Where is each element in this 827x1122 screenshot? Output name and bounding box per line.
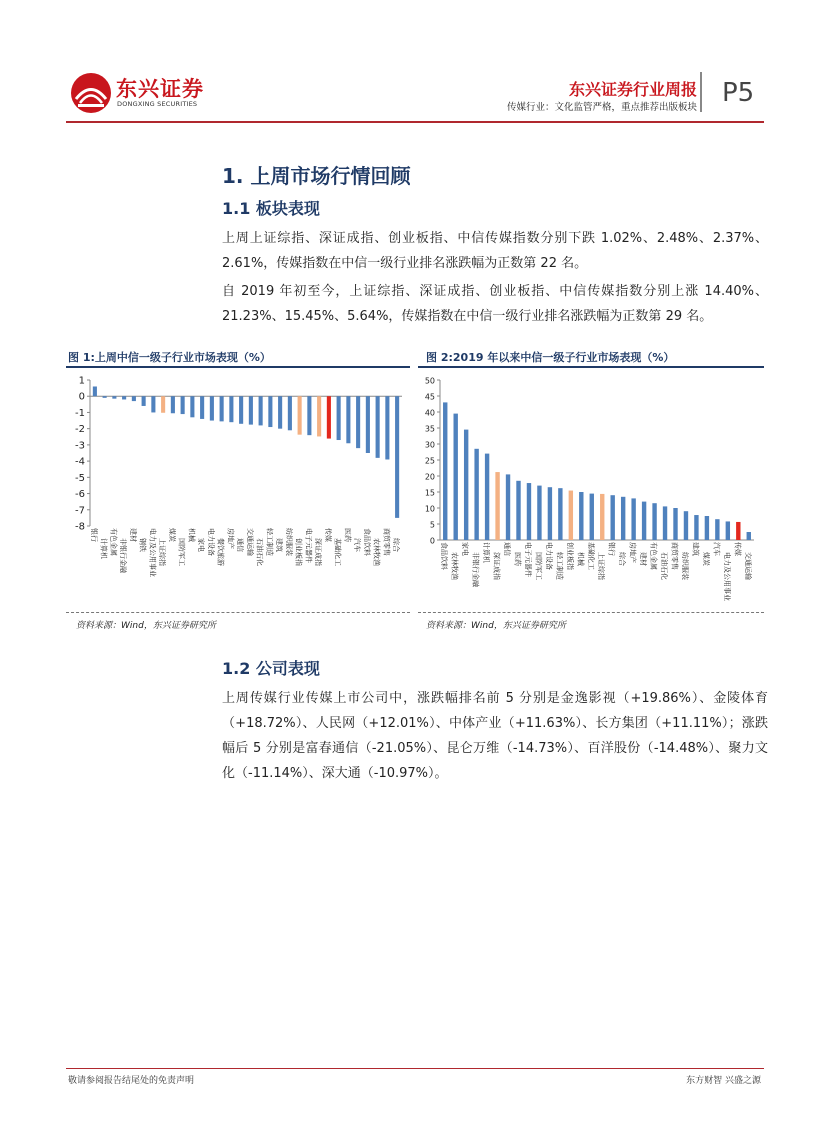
chart2-bar bbox=[443, 402, 447, 540]
chart1-category-label: 商贸零售 bbox=[382, 528, 391, 556]
footer-disclaimer: 敬请参阅报告结尾处的免责声明 bbox=[68, 1076, 195, 1086]
chart2-category-label: 银行 bbox=[607, 542, 616, 556]
chart1-bar bbox=[142, 396, 146, 406]
chart1-bar bbox=[112, 396, 116, 398]
chart1-bar bbox=[190, 396, 194, 417]
footer-rule bbox=[66, 1068, 764, 1069]
chart1-y-tick-label: 1 bbox=[78, 375, 85, 387]
chart1-y-tick-label: -7 bbox=[75, 505, 85, 517]
chart2-category-label: 计算机 bbox=[482, 542, 491, 563]
chart1-bar bbox=[337, 396, 341, 440]
chart1-bar bbox=[200, 396, 204, 419]
paragraph-company: 上周传媒行业传媒上市公司中，涨跌幅排名前 5 分别是金逸影视（+19.86%）、金陵体育（+18.72%）、人民网（+12.01%）、中体产业（+11.63%）、长方集团（+11.11%）；涨跌幅后 5 分别是富春通信（-21.05%）、昆仑万维（-14.73%）、百洋股份（-14.48%）、聚力文化（-11.14%）、深大通（-10.97%）。 bbox=[222, 691, 768, 781]
chart1-category-label: 深证成指 bbox=[314, 538, 323, 566]
chart1-category-label: 建筑 bbox=[275, 538, 284, 552]
chart1-category-label: 国防军工 bbox=[177, 538, 186, 566]
chart1-category-label: 家电 bbox=[197, 538, 206, 552]
chart2-category-label: 创业板指 bbox=[565, 542, 574, 570]
chart2-bar bbox=[642, 502, 646, 540]
chart2-bar bbox=[590, 494, 594, 540]
subsection-title-sector: 1.1 板块表现 bbox=[222, 199, 320, 218]
chart1-category-label: 非银行金融 bbox=[119, 538, 128, 573]
chart2-category-label: 家电 bbox=[461, 542, 470, 556]
chart1-bar bbox=[356, 396, 360, 448]
chart1-bar bbox=[288, 396, 292, 430]
chart1-bar bbox=[220, 396, 224, 421]
chart2-bar bbox=[663, 506, 667, 540]
chart2-category-label: 房地产 bbox=[628, 542, 637, 563]
figure1-rule bbox=[66, 366, 410, 368]
chart2-bar bbox=[569, 491, 573, 540]
chart1-category-label: 电力设备 bbox=[206, 528, 215, 556]
logo-english: DONGXING SECURITIES bbox=[117, 100, 198, 108]
chart2-bar bbox=[621, 497, 625, 540]
chart1-bar bbox=[93, 386, 97, 396]
chart2-category-label: 电力设备 bbox=[544, 542, 553, 570]
chart1-bar bbox=[239, 396, 243, 424]
chart1-category-label: 有色金属 bbox=[109, 528, 118, 556]
chart2-bar bbox=[454, 414, 458, 540]
chart1-category-label: 建材 bbox=[128, 528, 137, 542]
chart2-y-tick-label: 35 bbox=[424, 424, 435, 434]
chart1-category-label: 传媒 bbox=[323, 528, 332, 542]
chart2-bar bbox=[548, 487, 552, 540]
chart2-category-label: 电子元器件 bbox=[523, 542, 532, 577]
chart1-category-label: 基础化工 bbox=[333, 538, 342, 566]
chart1-bar bbox=[317, 396, 321, 436]
chart1-category-label: 医药 bbox=[343, 528, 352, 542]
chart2-category-label: 机械 bbox=[576, 552, 585, 566]
chart1-bar bbox=[298, 396, 302, 434]
figure1-chart bbox=[66, 370, 410, 608]
chart2-category-label: 石油石化 bbox=[660, 552, 669, 580]
chart2-bar bbox=[684, 511, 688, 540]
chart1-category-label: 煤炭 bbox=[167, 528, 176, 542]
page-number: P5 bbox=[722, 78, 755, 108]
chart1-category-label: 轻工制造 bbox=[265, 528, 274, 556]
chart2-category-label: 电力及公用事业 bbox=[722, 552, 731, 601]
chart1-category-label: 机械 bbox=[187, 528, 196, 542]
chart2-bar bbox=[611, 495, 615, 540]
figure2-title: 图 2:2019 年以来中信一级子行业市场表现（%） bbox=[426, 351, 675, 364]
chart1-y-tick-label: -5 bbox=[75, 472, 85, 484]
chart1-category-label: 汽车 bbox=[353, 538, 362, 552]
chart1-y-tick-label: -8 bbox=[75, 521, 85, 533]
chart2-bar bbox=[495, 472, 499, 540]
chart1-bar bbox=[346, 396, 350, 443]
chart1-category-label: 银行 bbox=[89, 528, 98, 542]
report-title: 东兴证券行业周报 bbox=[568, 80, 697, 99]
chart1-bar bbox=[395, 396, 399, 518]
chart1-bar bbox=[376, 396, 380, 458]
chart2-bar bbox=[506, 474, 510, 540]
chart1-y-tick-label: -3 bbox=[75, 440, 85, 452]
chart1-category-label: 餐饮旅游 bbox=[216, 538, 225, 566]
figure1-source: 资料来源：Wind，东兴证券研究所 bbox=[76, 621, 216, 631]
chart2-bar bbox=[652, 503, 656, 540]
chart1-category-label: 钢铁 bbox=[138, 538, 147, 552]
chart1-y-tick-label: -4 bbox=[75, 456, 85, 468]
chart1-bar bbox=[161, 396, 165, 413]
chart2-category-label: 深证成指 bbox=[492, 552, 501, 580]
chart2-category-label: 食品饮料 bbox=[440, 542, 449, 570]
section-title: 1. 上周市场行情回顾 bbox=[222, 164, 411, 188]
chart2-category-label: 轻工制造 bbox=[555, 552, 564, 580]
chart2-bar bbox=[715, 519, 719, 540]
chart2-y-tick-label: 0 bbox=[429, 536, 435, 546]
chart2-bar bbox=[474, 449, 478, 540]
chart2-category-label: 纺织服装 bbox=[680, 552, 689, 580]
chart2-y-tick-label: 25 bbox=[424, 456, 435, 466]
chart1-bar bbox=[259, 396, 263, 425]
chart1-category-label: 计算机 bbox=[99, 538, 108, 559]
chart2-category-label: 农林牧渔 bbox=[450, 552, 459, 580]
chart2-category-label: 综合 bbox=[618, 552, 627, 566]
chart1-category-label: 交通运输 bbox=[245, 528, 254, 556]
chart2-category-label: 上证综指 bbox=[597, 552, 606, 580]
subsection-title-company: 1.2 公司表现 bbox=[222, 659, 320, 678]
company-logo-icon bbox=[70, 72, 112, 114]
figure1-title: 图 1:上周中信一级子行业市场表现（%） bbox=[68, 351, 271, 364]
chart2-bar bbox=[464, 430, 468, 540]
chart2-category-label: 医药 bbox=[513, 552, 522, 566]
chart1-category-label: 综合 bbox=[392, 538, 401, 552]
chart2-y-tick-label: 50 bbox=[424, 376, 435, 386]
chart2-bar bbox=[694, 515, 698, 540]
chart1-y-tick-label: -6 bbox=[75, 489, 85, 501]
chart2-y-tick-label: 45 bbox=[424, 392, 435, 402]
chart2-y-tick-label: 5 bbox=[429, 520, 435, 530]
chart1-bar bbox=[366, 396, 370, 453]
figure2-rule bbox=[418, 366, 764, 368]
chart2-y-tick-label: 10 bbox=[424, 504, 435, 514]
figure2-source: 资料来源：Wind，东兴证券研究所 bbox=[426, 621, 566, 631]
chart1-bar bbox=[268, 396, 272, 427]
chart1-bar bbox=[122, 396, 126, 399]
chart2-bar bbox=[631, 498, 635, 540]
chart1-bar bbox=[278, 396, 282, 428]
chart1-bar bbox=[327, 396, 331, 438]
paragraph-weekly: 上周上证综指、深证成指、创业板指、中信传媒指数分别下跌 1.02%、2.48%、2.37%、2.61%，传媒指数在中信一级行业排名涨跌幅为正数第 22 名。 bbox=[222, 231, 768, 271]
chart1-y-tick-label: -2 bbox=[75, 424, 85, 436]
chart1-y-tick-label: 0 bbox=[78, 391, 85, 403]
chart2-bar bbox=[747, 532, 751, 540]
chart1-bar bbox=[210, 396, 214, 420]
chart1-category-label: 食品饮料 bbox=[362, 528, 371, 556]
chart2-category-label: 有色金属 bbox=[649, 542, 658, 570]
chart2-bar bbox=[537, 486, 541, 540]
chart2-y-tick-label: 40 bbox=[424, 408, 435, 418]
chart1-category-label: 房地产 bbox=[226, 528, 235, 549]
chart2-category-label: 通信 bbox=[503, 542, 512, 556]
chart2-bar bbox=[600, 494, 604, 540]
header-divider bbox=[700, 72, 702, 112]
chart2-category-label: 煤炭 bbox=[701, 552, 710, 566]
chart1-category-label: 电力及公用事业 bbox=[148, 528, 157, 577]
chart2-category-label: 传媒 bbox=[733, 542, 742, 556]
chart1-bar bbox=[132, 396, 136, 401]
chart2-category-label: 交通运输 bbox=[743, 552, 752, 580]
chart2-bar bbox=[673, 508, 677, 540]
chart2-bar bbox=[579, 492, 583, 540]
paragraph-ytd: 自 2019 年初至今，上证综指、深证成指、创业板指、中信传媒指数分别上涨 14.40%、21.23%、15.45%、5.64%，传媒指数在中信一级行业排名涨跌幅为正数第 29 名。 bbox=[222, 284, 768, 324]
chart1-bar bbox=[103, 396, 107, 398]
chart1-category-label: 通信 bbox=[236, 538, 245, 552]
chart1-category-label: 纺织服装 bbox=[284, 528, 293, 556]
figure2-source-rule bbox=[418, 612, 764, 614]
chart2-category-label: 国防军工 bbox=[534, 552, 543, 580]
footer-slogan: 东方财智 兴盛之源 bbox=[686, 1076, 761, 1086]
chart2-category-label: 汽车 bbox=[712, 542, 721, 556]
chart2-bar bbox=[736, 522, 740, 540]
chart2-category-label: 基础化工 bbox=[586, 542, 595, 570]
chart1-bar bbox=[151, 396, 155, 412]
chart2-category-label: 建筑 bbox=[691, 542, 700, 556]
chart2-bar bbox=[705, 516, 709, 540]
figure2-chart bbox=[418, 370, 764, 608]
chart1-bar bbox=[171, 396, 175, 413]
chart2-category-label: 建材 bbox=[639, 552, 648, 566]
chart2-y-tick-label: 20 bbox=[424, 472, 435, 482]
chart1-bar bbox=[181, 396, 185, 414]
chart1-category-label: 石油石化 bbox=[255, 538, 264, 566]
chart2-category-label: 非银行金融 bbox=[471, 552, 480, 587]
report-subtitle: 传媒行业：文化监管严格，重点推荐出版板块 bbox=[506, 102, 697, 113]
chart2-bar bbox=[527, 483, 531, 540]
chart2-category-label: 商贸零售 bbox=[670, 542, 679, 570]
chart2-bar bbox=[726, 521, 730, 540]
chart1-category-label: 农林牧渔 bbox=[372, 538, 381, 566]
figure1-source-rule bbox=[66, 612, 410, 614]
chart2-bar bbox=[558, 488, 562, 540]
chart1-bar bbox=[307, 396, 311, 435]
chart2-bar bbox=[485, 454, 489, 540]
chart1-category-label: 创业板指 bbox=[294, 538, 303, 566]
chart2-y-tick-label: 30 bbox=[424, 440, 435, 450]
header-rule bbox=[66, 121, 764, 123]
chart1-category-label: 上证综指 bbox=[158, 538, 167, 566]
chart2-bar bbox=[516, 481, 520, 540]
chart2-y-tick-label: 15 bbox=[424, 488, 435, 498]
chart1-y-tick-label: -1 bbox=[75, 407, 85, 419]
chart1-bar bbox=[229, 396, 233, 422]
logo-text: 东兴证券 bbox=[116, 77, 204, 101]
chart1-bar bbox=[249, 396, 253, 424]
chart1-bar bbox=[385, 396, 389, 459]
chart1-category-label: 电子元器件 bbox=[304, 528, 313, 563]
